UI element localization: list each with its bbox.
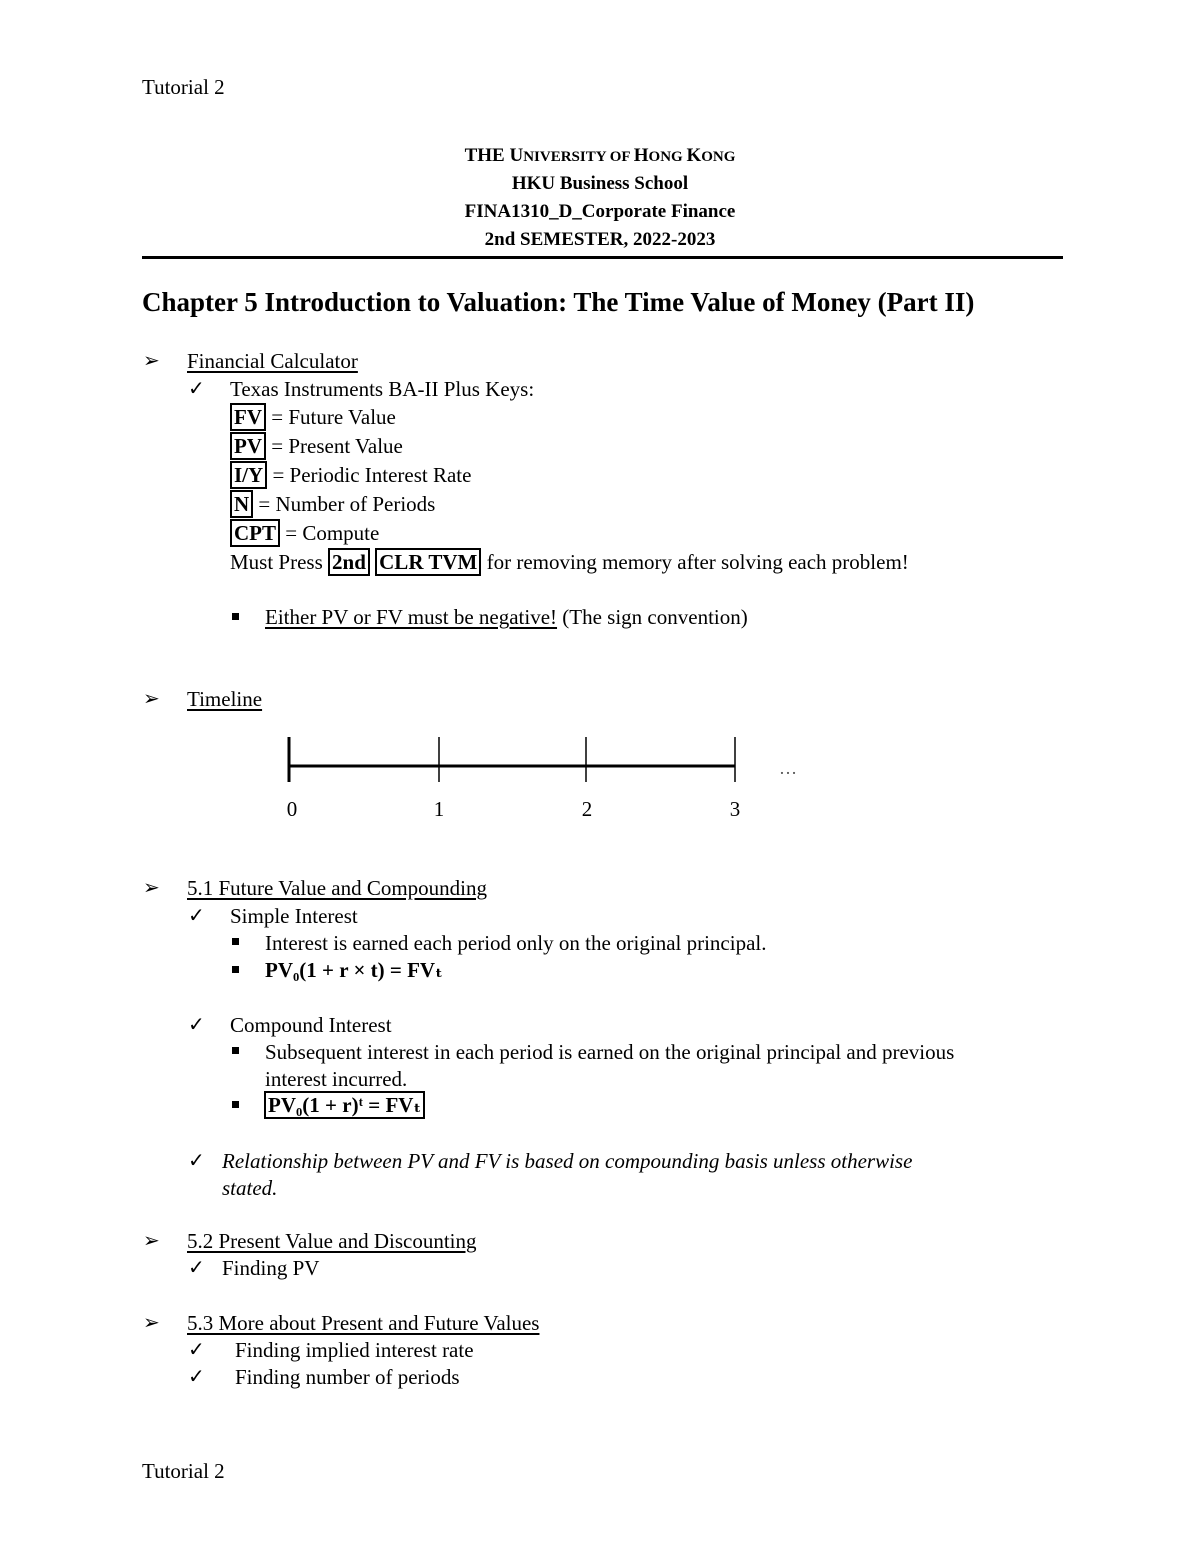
square-bullet-icon <box>232 1047 239 1054</box>
compound-interest-desc-1: Subsequent interest in each period is earned on the original principal and previous <box>265 1040 955 1064</box>
check-icon: ✓ <box>188 1339 205 1361</box>
timeline-ellipsis: … <box>779 758 797 778</box>
timeline-label-2: 2 <box>581 797 593 821</box>
key-row-pv: PV = Present Value <box>230 433 403 459</box>
timeline-diagram <box>280 734 820 824</box>
arrow-bullet-icon: ➢ <box>143 1312 160 1334</box>
check-icon: ✓ <box>188 1366 205 1388</box>
check-icon: ✓ <box>188 1257 205 1279</box>
key-clr-tvm: CLR TVM <box>375 548 481 576</box>
simple-interest-desc: Interest is earned each period only on the original principal. <box>265 931 767 955</box>
running-footer: Tutorial 2 <box>142 1459 225 1483</box>
timeline-label-1: 1 <box>433 797 445 821</box>
simple-interest-heading: Simple Interest <box>230 904 358 928</box>
section-5-1-heading: 5.1 Future Value and Compounding <box>187 876 488 900</box>
arrow-bullet-icon: ➢ <box>143 877 160 899</box>
square-bullet-icon <box>232 938 239 945</box>
key-fv: FV <box>230 403 266 431</box>
check-icon: ✓ <box>188 905 205 927</box>
section-5-3-heading: 5.3 More about Present and Future Values <box>187 1311 540 1335</box>
key-n: N <box>230 490 253 518</box>
arrow-bullet-icon: ➢ <box>143 1230 160 1252</box>
compound-interest-desc-2: interest incurred. <box>265 1067 408 1091</box>
arrow-bullet-icon: ➢ <box>143 350 160 372</box>
check-icon: ✓ <box>188 1014 205 1036</box>
section-5-3-item: Finding implied interest rate <box>235 1338 474 1362</box>
running-header: Tutorial 2 <box>142 75 225 99</box>
check-icon: ✓ <box>188 1150 205 1172</box>
square-bullet-icon <box>232 1101 239 1108</box>
key-row-fv: FV = Future Value <box>230 404 396 430</box>
key-row-n: N = Number of Periods <box>230 491 435 517</box>
section-5-2-item: Finding PV <box>222 1256 320 1280</box>
course-name: FINA1310_D_Corporate Finance <box>464 201 736 222</box>
key-iy: I/Y <box>230 461 267 489</box>
section-5-2-heading: 5.2 Present Value and Discounting <box>187 1229 477 1253</box>
sign-note: Either PV or FV must be negative! (The sign convention) <box>265 605 748 629</box>
header-rule <box>142 256 1063 259</box>
compound-interest-heading: Compound Interest <box>230 1013 392 1037</box>
key-cpt: CPT <box>230 519 280 547</box>
key-row-iy: I/Y = Periodic Interest Rate <box>230 462 471 488</box>
chapter-title: Chapter 5 Introduction to Valuation: The Time Value of Money (Part II) <box>142 287 975 317</box>
compound-interest-formula: PV₀(1 + r)ᵗ = FVₜ <box>264 1092 425 1118</box>
timeline-heading: Timeline <box>187 687 263 711</box>
key-row-cpt: CPT = Compute <box>230 520 379 546</box>
square-bullet-icon <box>232 613 239 620</box>
relationship-note-1: Relationship between PV and FV is based on compounding basis unless otherwise <box>222 1149 913 1173</box>
arrow-bullet-icon: ➢ <box>143 688 160 710</box>
timeline-label-0: 0 <box>286 797 298 821</box>
calculator-heading: Financial Calculator <box>187 349 358 373</box>
university-name: THE UNIVERSITY OF HONG KONG <box>464 145 736 166</box>
key-pv: PV <box>230 432 266 460</box>
semester: 2nd SEMESTER, 2022-2023 <box>484 229 716 250</box>
relationship-note-2: stated. <box>222 1176 278 1200</box>
must-press-line: Must Press 2nd CLR TVM for removing memory after solving each problem! <box>230 550 909 574</box>
check-icon: ✓ <box>188 378 205 400</box>
key-2nd: 2nd <box>328 548 370 576</box>
simple-interest-formula: PV₀(1 + r × t) = FVₜ <box>265 958 443 982</box>
timeline-label-3: 3 <box>729 797 741 821</box>
school-name: HKU Business School <box>511 173 689 194</box>
calculator-subheading: Texas Instruments BA-II Plus Keys: <box>230 377 535 401</box>
square-bullet-icon <box>232 966 239 973</box>
section-5-3-item: Finding number of periods <box>235 1365 460 1389</box>
